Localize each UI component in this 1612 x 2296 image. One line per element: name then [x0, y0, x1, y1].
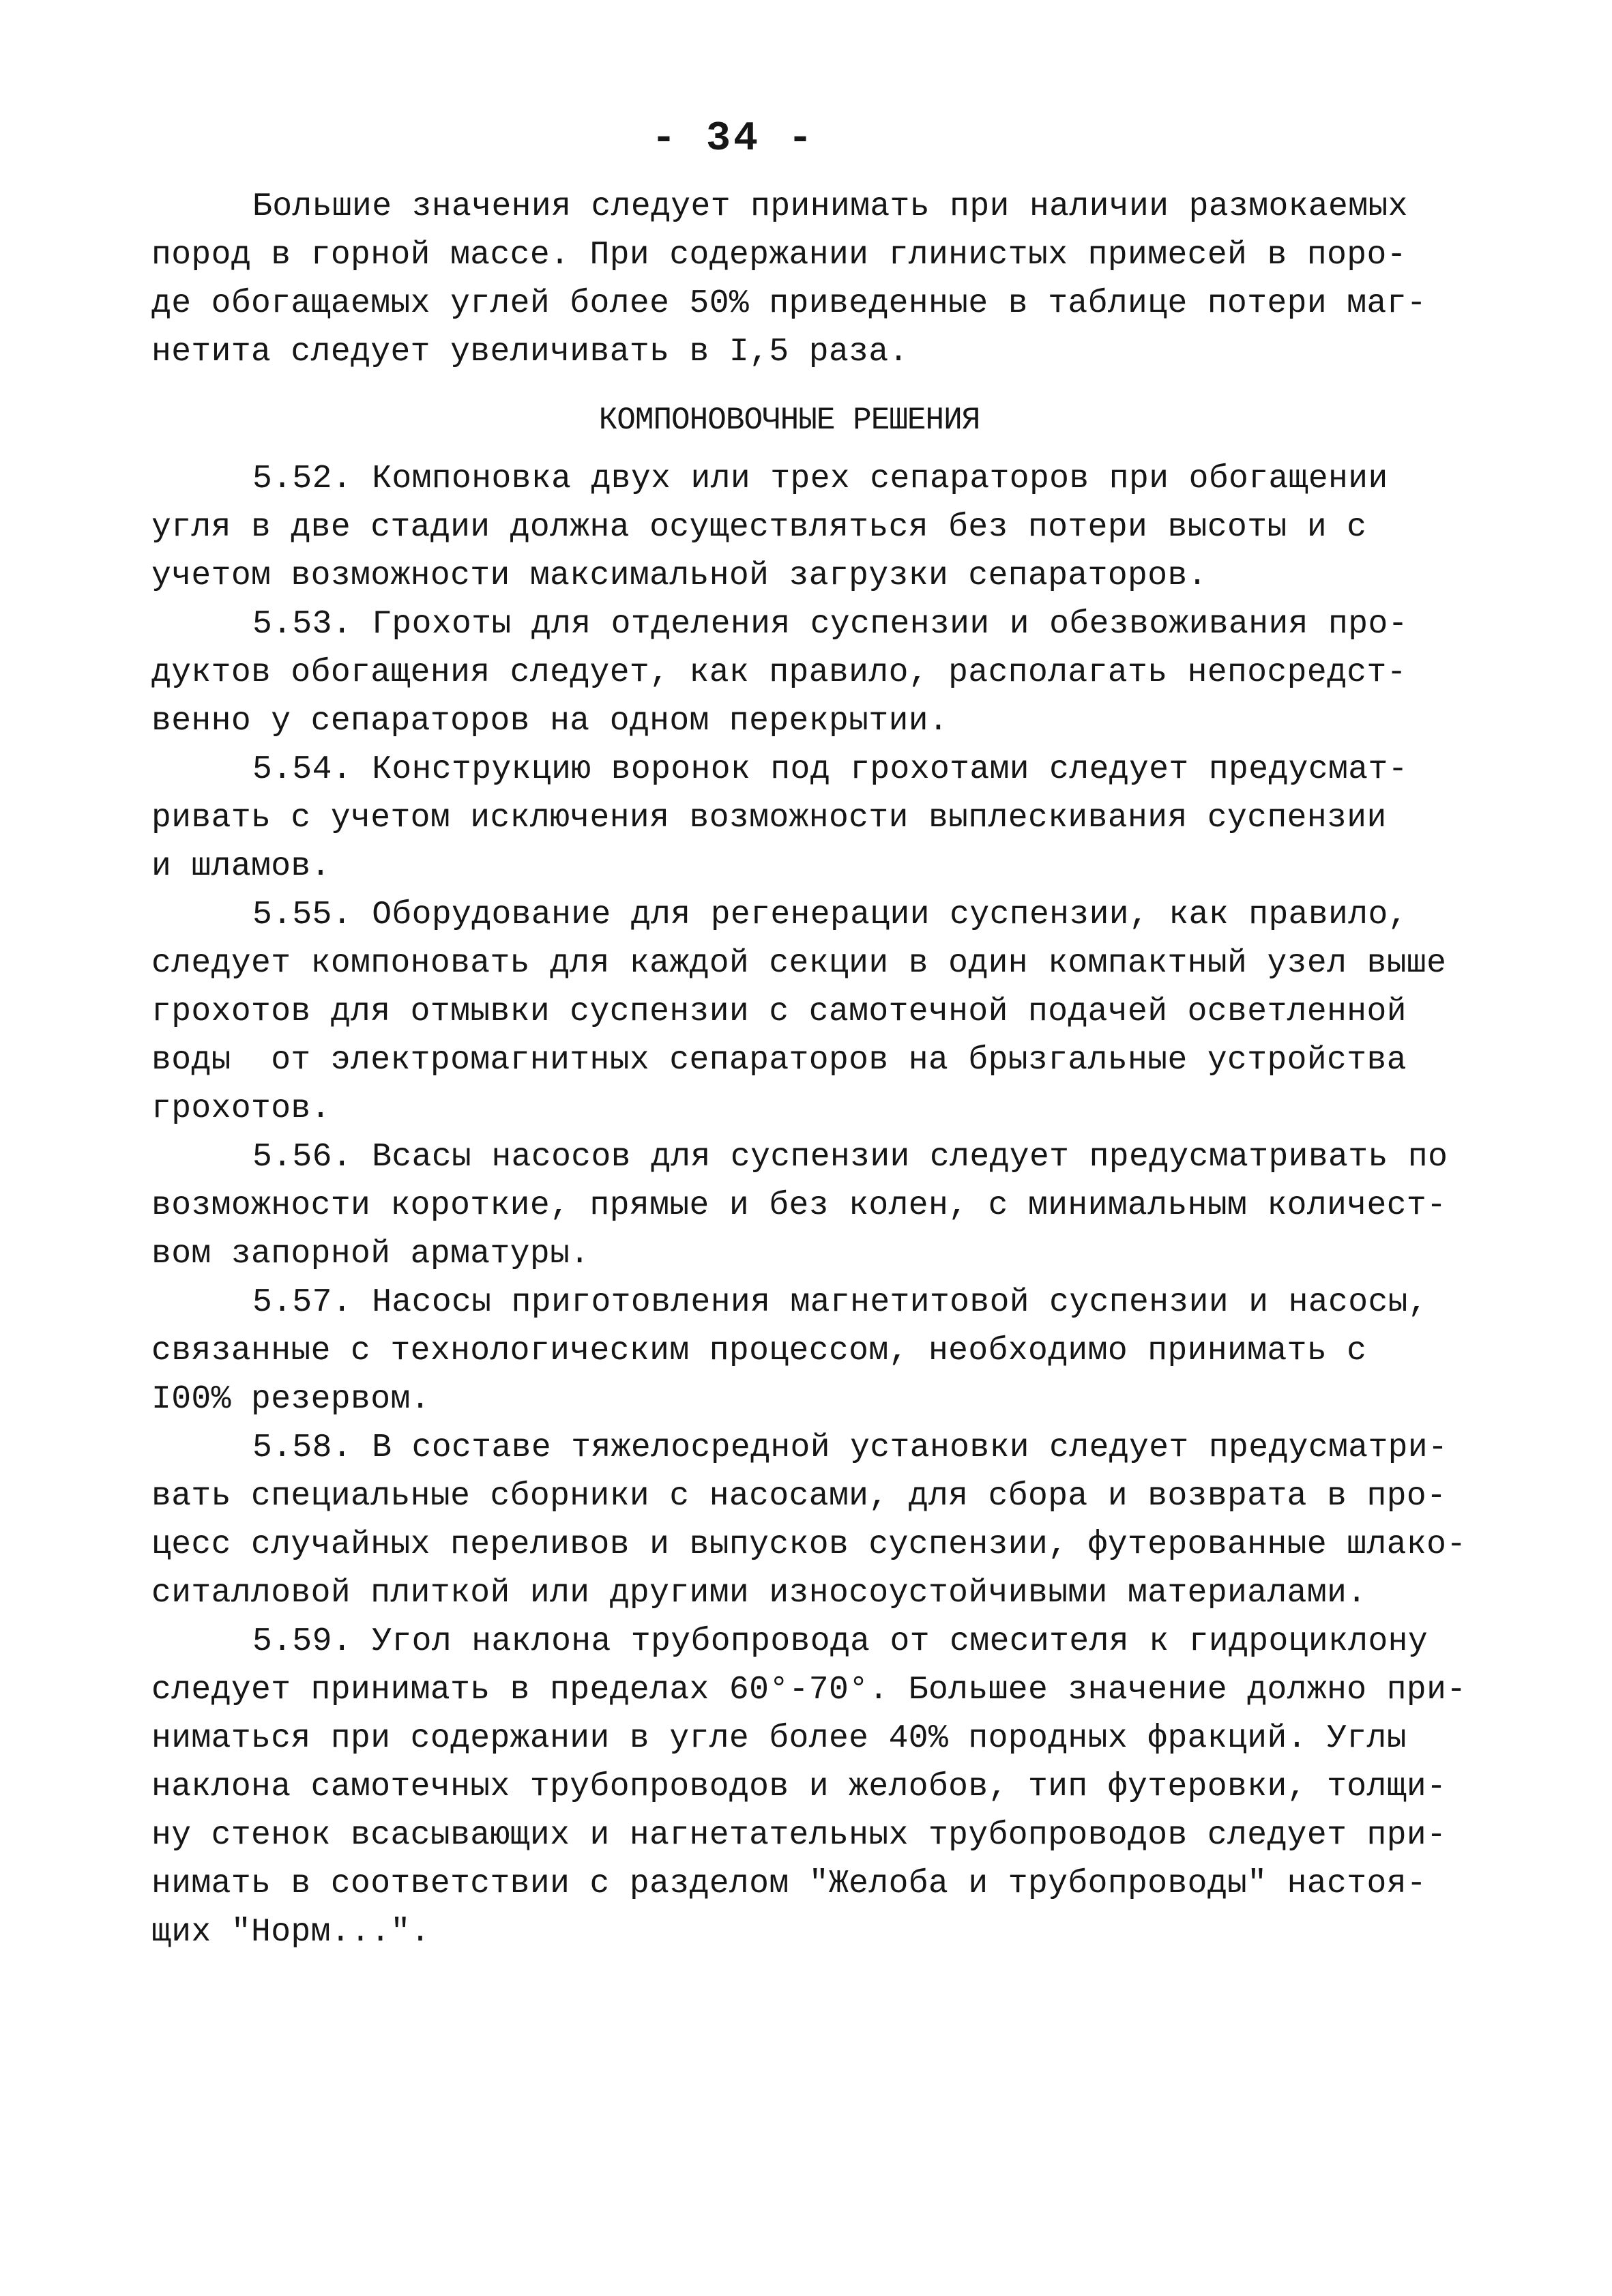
- clause-5-56-line: вом запорной арматуры.: [151, 1236, 590, 1273]
- clause-5-52-line: учетом возможности максимальной загрузки сепараторов.: [151, 557, 1207, 594]
- clause-5-53-line: венно у сепараторов на одном перекрытии.: [151, 703, 949, 740]
- clause-5-55-line: воды от электромагнитных сепараторов на брызгальные устройства: [151, 1042, 1407, 1079]
- intro-line: Большие значения следует принимать при наличии размокаемых: [252, 188, 1408, 225]
- clause-5-54-line: ривать с учетом исключения возможности выплескивания суспензии: [151, 800, 1387, 837]
- clause-5-57-line: 5.57. Насосы приготовления магнетитовой суспензии и насосы,: [252, 1284, 1428, 1321]
- body-text: [151, 183, 1482, 1957]
- clause-5-59-line: следует принимать в пределах 60°-70°. Большее значение должно при-: [151, 1672, 1467, 1709]
- clause-5-57-line: связанные с технологическим процессом, необходимо принимать с: [151, 1333, 1367, 1369]
- page-number: - 34 -: [651, 116, 816, 162]
- clause-5-52-line: 5.52. Компоновка двух или трех сепараторов при обогащении: [252, 461, 1388, 497]
- intro-line: нетита следует увеличивать в I,5 раза.: [151, 334, 909, 370]
- clause-5-54-line: 5.54. Конструкцию воронок под грохотами следует предусмат-: [252, 751, 1408, 788]
- clause-5-59-line: 5.59. Угол наклона трубопровода от смесителя к гидроциклону: [252, 1623, 1428, 1660]
- clause-5-55-line: грохотов.: [151, 1090, 331, 1127]
- clause-5-58-line: вать специальные сборники с насосами, для сбора и возврата в про-: [151, 1478, 1447, 1515]
- clause-5-56-line: 5.56. Всасы насосов для суспензии следует предусматривать по: [252, 1139, 1448, 1176]
- clause-5-55-line: следует компоновать для каждой секции в один компактный узел выше: [151, 945, 1447, 982]
- clause-5-59-line: наклона самотечных трубопроводов и желобов, тип футеровки, толщи-: [151, 1769, 1447, 1805]
- clause-5-58-line: 5.58. В составе тяжелосредной установки следует предусматри-: [252, 1429, 1448, 1466]
- clause-5-58-line: цесс случайных переливов и выпусков суспензии, футерованные шлако-: [151, 1526, 1467, 1563]
- intro-line: де обогащаемых углей более 50% приведенные в таблице потери маг-: [151, 285, 1427, 322]
- clause-5-55-line: грохотов для отмывки суспензии с самотечной подачей осветленной: [151, 993, 1407, 1030]
- clause-5-58-line: ситалловой плиткой или другими износоустойчивыми материалами.: [151, 1575, 1367, 1612]
- clause-5-57-line: I00% резервом.: [151, 1381, 430, 1418]
- clause-5-55-line: 5.55. Оборудование для регенерации суспензии, как правило,: [252, 897, 1408, 933]
- clause-5-53-line: дуктов обогащения следует, как правило, располагать непосредст-: [151, 654, 1407, 691]
- section-heading: КОМПОНОВОЧНЫЕ РЕШЕНИЯ: [598, 403, 980, 438]
- clause-5-59-line: ну стенок всасывающих и нагнетательных трубопроводов следует при-: [151, 1817, 1447, 1854]
- intro-line: пород в горной массе. При содержании глинистых примесей в поро-: [151, 237, 1407, 274]
- clause-5-52-line: угля в две стадии должна осуществляться без потери высоты и с: [151, 509, 1367, 546]
- clause-5-59-line: нимать в соответствии с разделом "Желоба и трубопроводы" настоя-: [151, 1865, 1427, 1902]
- clause-5-53-line: 5.53. Грохоты для отделения суспензии и обезвоживания про-: [252, 606, 1408, 643]
- clause-5-59-line: щих "Норм...".: [151, 1914, 430, 1951]
- clause-5-59-line: ниматься при содержании в угле более 40% породных фракций. Углы: [151, 1720, 1407, 1757]
- clause-5-56-line: возможности короткие, прямые и без колен, с минимальным количест-: [151, 1187, 1447, 1224]
- clause-5-54-line: и шламов.: [151, 848, 331, 885]
